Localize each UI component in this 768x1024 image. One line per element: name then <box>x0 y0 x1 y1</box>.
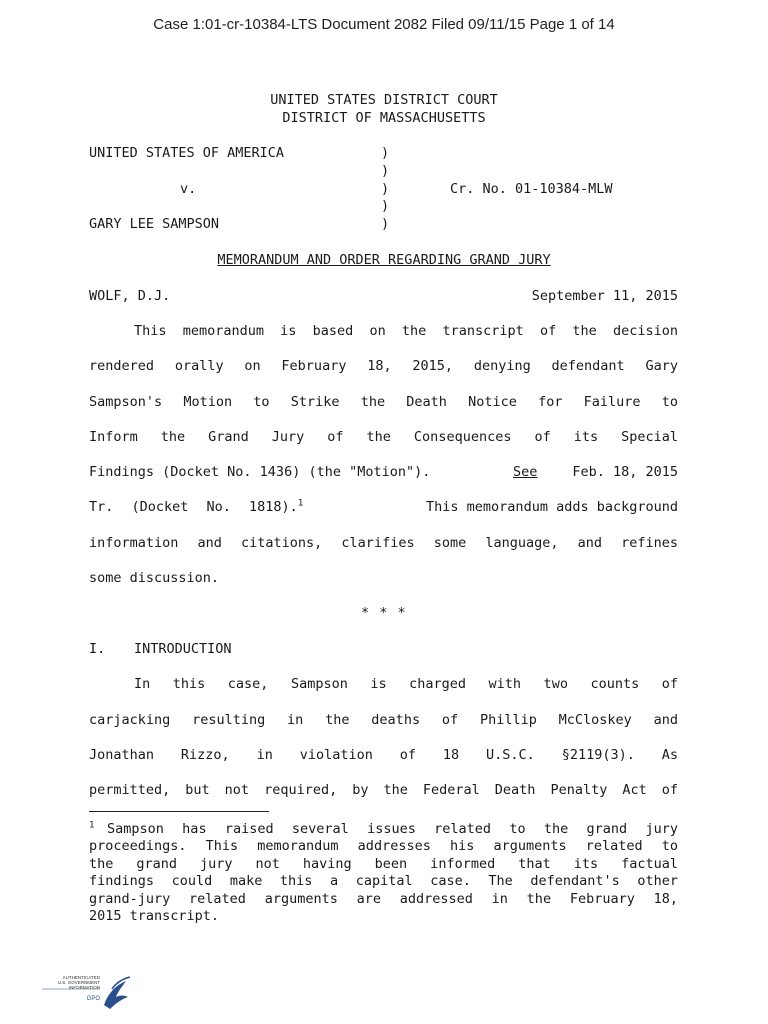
logo-text-line: AUTHENTICATED <box>62 975 100 980</box>
docket-header: Case 1:01-cr-10384-LTS Document 2082 Filed 09/11/15 Page 1 of 14 <box>153 16 615 33</box>
section-heading: INTRODUCTION <box>134 641 232 657</box>
caption-bracket: ) <box>381 198 390 214</box>
caption-defendant: GARY LEE SAMPSON <box>89 216 220 232</box>
caption-bracket: ) <box>381 216 390 232</box>
footnote-line: the grand jury not having been informed that its factual <box>89 856 678 872</box>
paragraph-line: some discussion. <box>89 570 220 586</box>
caption-versus: v. <box>180 181 197 197</box>
caption-plaintiff: UNITED STATES OF AMERICA <box>89 145 285 161</box>
caption-bracket: ) <box>381 181 390 197</box>
paragraph-line: Findings (Docket No. 1436) (the "Motion"). <box>89 464 431 480</box>
judge-name: WOLF, D.J. <box>89 288 171 304</box>
court-district: DISTRICT OF MASSACHUSETTS <box>282 110 486 126</box>
paragraph-line: Feb. 18, 2015 <box>572 464 678 480</box>
document-title: MEMORANDUM AND ORDER REGARDING GRAND JURY <box>217 252 551 268</box>
caption-case-number: Cr. No. 01-10384-MLW <box>450 181 613 197</box>
logo-text-line: U.S. GOVERNMENT <box>57 980 100 985</box>
caption-bracket: ) <box>381 145 390 161</box>
paragraph-line: carjacking resulting in the deaths of Phillip McCloskey and <box>89 712 678 728</box>
paragraph-line: This memorandum adds background <box>426 499 678 515</box>
paragraph-line: Jonathan Rizzo, in violation of 18 U.S.C. §2119(3). As <box>89 747 678 763</box>
section-break-stars: * * * <box>361 605 406 621</box>
paragraph-line: rendered orally on February 18, 2015, denying defendant Gary <box>89 358 678 374</box>
court-name: UNITED STATES DISTRICT COURT <box>270 92 498 108</box>
footnote-line: Sampson has raised several issues related to the grand jury <box>107 821 678 837</box>
paragraph-line: information and citations, clarifies some language, and refines <box>89 535 678 551</box>
footnote-line: 2015 transcript. <box>89 908 220 924</box>
footnote-mark: 1 <box>89 820 95 831</box>
footnote-line: findings could make this a capital case. The defendant's other <box>89 873 678 889</box>
citation-signal-see: See <box>513 464 538 480</box>
footnote-line: grand-jury related arguments are addressed in the February 18, <box>89 891 678 907</box>
footnote-separator <box>89 811 269 812</box>
logo-text-line: INFORMATION <box>68 985 100 990</box>
order-date: September 11, 2015 <box>531 288 678 304</box>
caption-bracket: ) <box>381 163 390 179</box>
gpo-authentication-logo <box>42 975 132 1011</box>
footnote-line: proceedings. This memorandum addresses his arguments related to <box>89 838 678 854</box>
paragraph-line: Sampson's Motion to Strike the Death Notice for Failure to <box>89 394 678 410</box>
paragraph-line: permitted, but not required, by the Federal Death Penalty Act of <box>89 782 678 798</box>
paragraph-line: Tr. (Docket No. 1818). <box>89 499 298 515</box>
footnote-reference[interactable]: 1 <box>297 498 304 509</box>
logo-gpo-text: GPO <box>86 996 100 1002</box>
paragraph-line: Inform the Grand Jury of the Consequences of its Special <box>89 429 678 445</box>
section-number: I. <box>89 641 106 657</box>
paragraph-line: In this case, Sampson is charged with two counts of <box>134 676 678 692</box>
paragraph-line: This memorandum is based on the transcript of the decision <box>134 323 678 339</box>
